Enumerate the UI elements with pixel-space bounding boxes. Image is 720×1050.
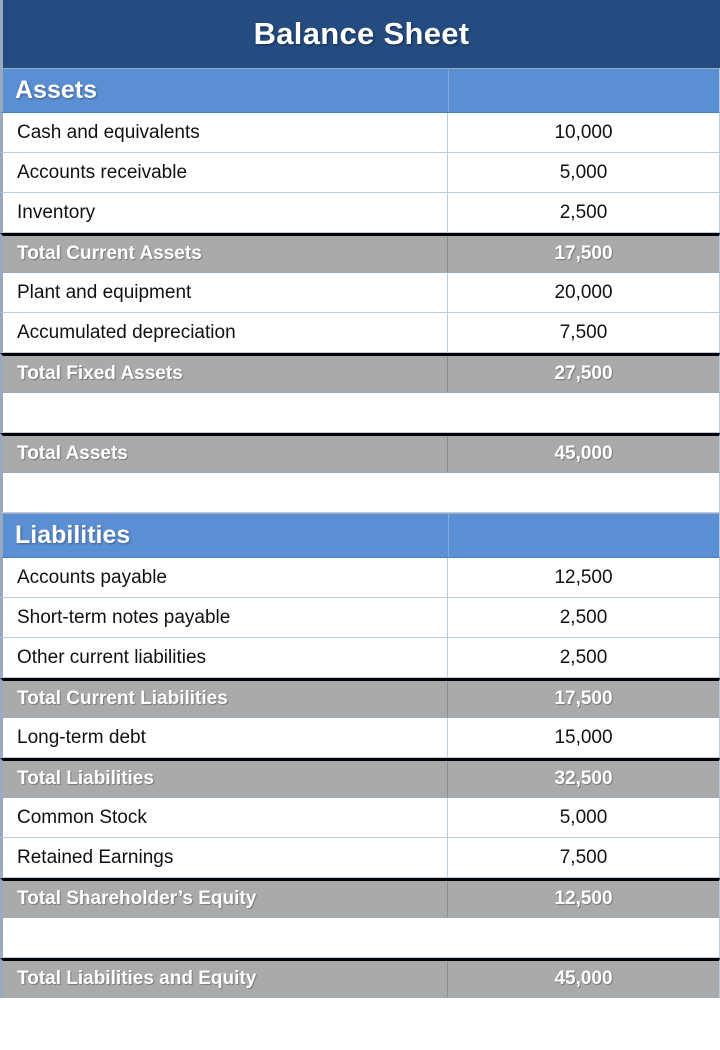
table-row	[0, 718, 720, 758]
row-value: 27,500	[554, 363, 613, 384]
row-value: 45,000	[554, 443, 613, 464]
table-row	[0, 638, 720, 678]
table-row	[0, 838, 720, 878]
row-label: Short-term notes payable	[3, 598, 448, 637]
table-row	[0, 598, 720, 638]
row-value: 7,500	[559, 321, 608, 343]
row-value: 2,500	[559, 606, 608, 628]
table-row	[0, 273, 720, 313]
section-header-row	[0, 68, 720, 113]
table-row	[0, 153, 720, 193]
section-header-label: Liabilities	[15, 521, 131, 549]
row-label: Accounts payable	[3, 558, 448, 597]
row-label: Total Liabilities	[3, 761, 448, 797]
row-label: Total Assets	[3, 436, 448, 472]
row-value: 45,000	[554, 968, 613, 989]
total-row	[0, 958, 720, 998]
table-row	[0, 313, 720, 353]
sheet-title-band	[0, 0, 720, 68]
row-label: Total Shareholder’s Equity	[3, 881, 448, 917]
spacer-row	[0, 393, 720, 433]
row-value: 2,500	[559, 646, 608, 668]
row-value: 12,500	[554, 566, 613, 588]
total-row	[0, 433, 720, 473]
row-value	[448, 514, 719, 557]
total-row	[0, 878, 720, 918]
total-row	[0, 758, 720, 798]
row-value: 7,500	[559, 846, 608, 868]
total-row	[0, 233, 720, 273]
table-row	[0, 558, 720, 598]
row-label: Total Current Liabilities	[3, 681, 448, 717]
row-label: Retained Earnings	[3, 838, 448, 877]
total-row	[0, 353, 720, 393]
row-value: 10,000	[554, 121, 613, 143]
section-header-label: Assets	[15, 76, 97, 104]
row-label: Other current liabilities	[3, 638, 448, 677]
row-label: Total Liabilities and Equity	[3, 961, 448, 997]
balance-sheet-rows	[0, 68, 720, 998]
row-label: Total Fixed Assets	[3, 356, 448, 392]
table-row	[0, 193, 720, 233]
row-label: Common Stock	[3, 798, 448, 837]
row-value: 15,000	[554, 726, 613, 748]
row-label: Accumulated depreciation	[3, 313, 448, 352]
row-label: Accounts receivable	[3, 153, 448, 192]
row-label	[3, 393, 448, 432]
row-value: 32,500	[554, 768, 613, 789]
table-row	[0, 798, 720, 838]
page-title: Balance Sheet	[253, 16, 470, 51]
row-value: 12,500	[554, 888, 613, 909]
table-row	[0, 113, 720, 153]
spacer-row	[0, 918, 720, 958]
total-row	[0, 678, 720, 718]
section-header-row	[0, 513, 720, 558]
row-value: 20,000	[554, 281, 613, 303]
row-label: Plant and equipment	[3, 273, 448, 312]
row-value	[448, 393, 719, 432]
row-value: 2,500	[559, 201, 608, 223]
row-label: Cash and equivalents	[3, 113, 448, 152]
row-value: 17,500	[554, 243, 613, 264]
row-value	[448, 918, 719, 957]
row-value	[448, 69, 719, 112]
row-value: 17,500	[554, 688, 613, 709]
row-value: 5,000	[559, 806, 608, 828]
row-label	[3, 918, 448, 957]
row-value: 5,000	[559, 161, 608, 183]
spacer-row	[0, 473, 720, 513]
row-value	[448, 473, 719, 512]
row-label: Inventory	[3, 193, 448, 232]
row-label: Total Current Assets	[3, 236, 448, 272]
row-label: Long-term debt	[3, 718, 448, 757]
row-label	[3, 473, 448, 512]
